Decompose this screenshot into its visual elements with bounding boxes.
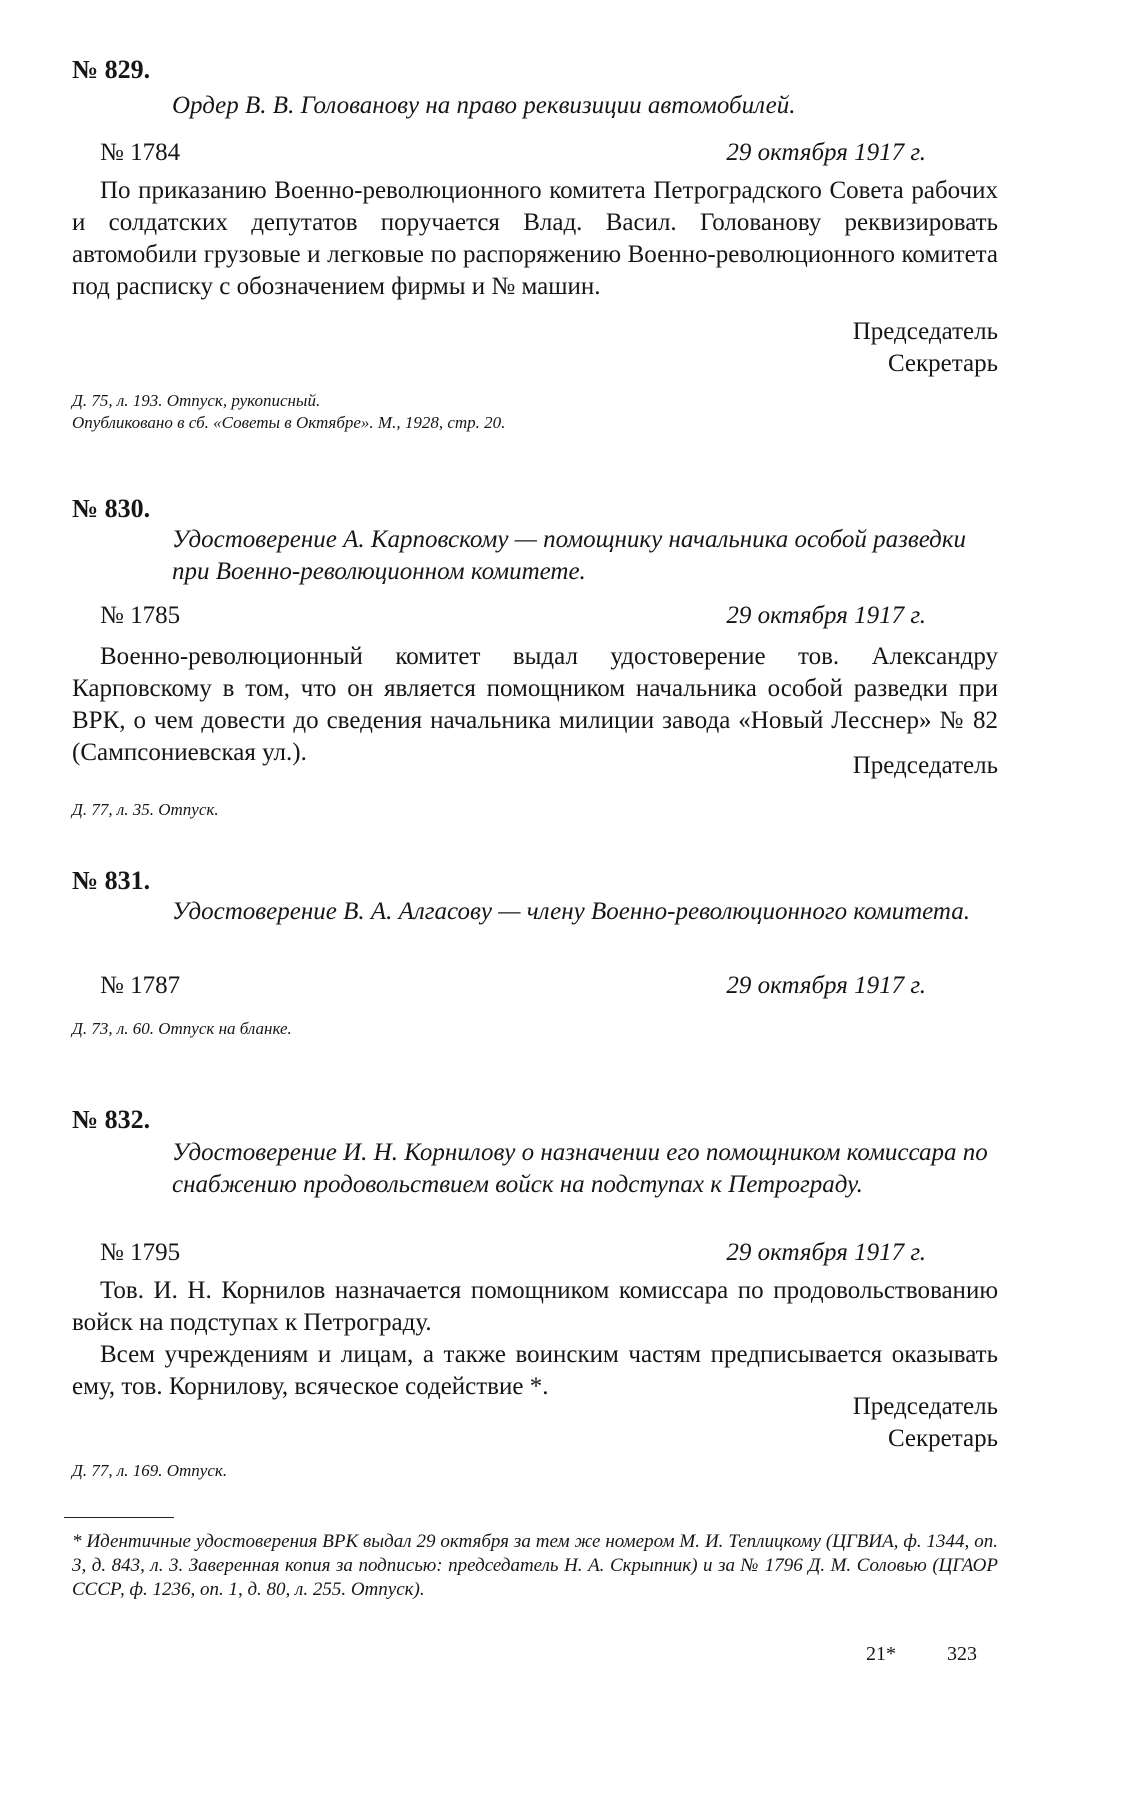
source-line: Д. 73, л. 60. Отпуск на бланке.: [72, 1019, 292, 1038]
archival-source: [72, 799, 219, 821]
document-number: № 831.: [72, 866, 151, 895]
signature-mark: 21*: [866, 1643, 896, 1665]
document-date: 29 октября 1917 г.: [726, 972, 926, 999]
page-number: 323: [947, 1643, 977, 1665]
signature-line: Секретарь: [887, 1425, 998, 1452]
document-title: Удостоверение А. Карповскому — помощнику начальника особой разведки при Военно-революционном комитете.: [172, 526, 967, 585]
document-number: № 832.: [72, 1105, 151, 1134]
source-line: Опубликовано в сб. «Советы в Октябре». М., 1928, стр. 20.: [72, 413, 506, 432]
signature-line: Секретарь: [887, 350, 998, 377]
paragraph: Всем учреждениям и лицам, а также воинским частям предписывается оказывать ему, тов. Корнилову, всяческое содействие *.: [72, 1341, 998, 1400]
signature-line: Председатель: [852, 318, 998, 345]
footnote: * Идентичные удостоверения ВРК выдал 29 октября за тем же номером М. И. Теплицкому (ЦГВИА, ф. 1344, оп. 3, д. 843, л. 3. Заверенная копия за подписью: председатель Н. А. Скрыпник) и за № 1796 Д. М. Соловью (ЦГАОР СССР, ф. 1236, оп. 1, д. 80, л. 255. Отпуск).: [72, 1531, 998, 1600]
document-date: 29 октября 1917 г.: [726, 139, 926, 166]
document-title: Удостоверение В. А. Алгасову — члену Военно-революционного комитета.: [172, 898, 970, 925]
signature-line: Председатель: [852, 1393, 998, 1420]
source-line: Д. 75, л. 193. Отпуск, рукописный.: [72, 391, 321, 410]
signature-block: [853, 1391, 998, 1455]
paragraph: По приказанию Военно-революционного комитета Петроградского Совета рабочих и солдатских депутатов поручается Влад. Васил. Голованову реквизировать автомобили грузовые и легковые по распоряжению Военно-революционного комитета под расписку с обозначением фирмы и № машин.: [72, 177, 998, 300]
registration-number: № 1784: [100, 139, 181, 166]
document-title: Ордер В. В. Голованову на право реквизиции автомобилей.: [172, 92, 796, 119]
document-number: № 829.: [72, 55, 151, 84]
signature-line: Председатель: [852, 752, 998, 779]
source-line: Д. 77, л. 35. Отпуск.: [72, 800, 219, 819]
signature-block: [853, 316, 998, 380]
registration-number: № 1795: [100, 1239, 181, 1266]
document-body: [72, 1275, 998, 1403]
document-3: [72, 1104, 998, 1480]
document-1: [72, 493, 998, 819]
document-date: 29 октября 1917 г.: [726, 602, 926, 629]
paragraph: Тов. И. Н. Корнилов назначается помощником комиссара по продовольствованию войск на подступах к Петрограду.: [72, 1277, 998, 1336]
signature-block: [853, 750, 998, 782]
registration-number: № 1785: [100, 602, 181, 629]
registration-number: № 1787: [100, 972, 181, 999]
archival-source: [72, 390, 505, 434]
paragraph: Военно-революционный комитет выдал удостоверение тов. Александру Карповскому в том, что он является помощником начальника особой разведки при ВРК, о чем довести до сведения начальника милиции завода «Новый Лесснер» № 82 (Сампсониевская ул.).: [72, 643, 998, 766]
archival-source: [72, 1460, 227, 1482]
archival-source: [72, 1018, 292, 1040]
document-number: № 830.: [72, 494, 151, 523]
document-body: [72, 175, 998, 303]
document-0: [72, 54, 998, 432]
document-date: 29 октября 1917 г.: [726, 1239, 926, 1266]
footnote-rule: [64, 1517, 174, 1518]
source-line: Д. 77, л. 169. Отпуск.: [72, 1461, 228, 1480]
document-title: Удостоверение И. Н. Корнилову о назначении его помощником комиссара по снабжению продовольствием войск на подступах к Петрограду.: [172, 1139, 988, 1198]
document-2: [72, 865, 998, 1038]
